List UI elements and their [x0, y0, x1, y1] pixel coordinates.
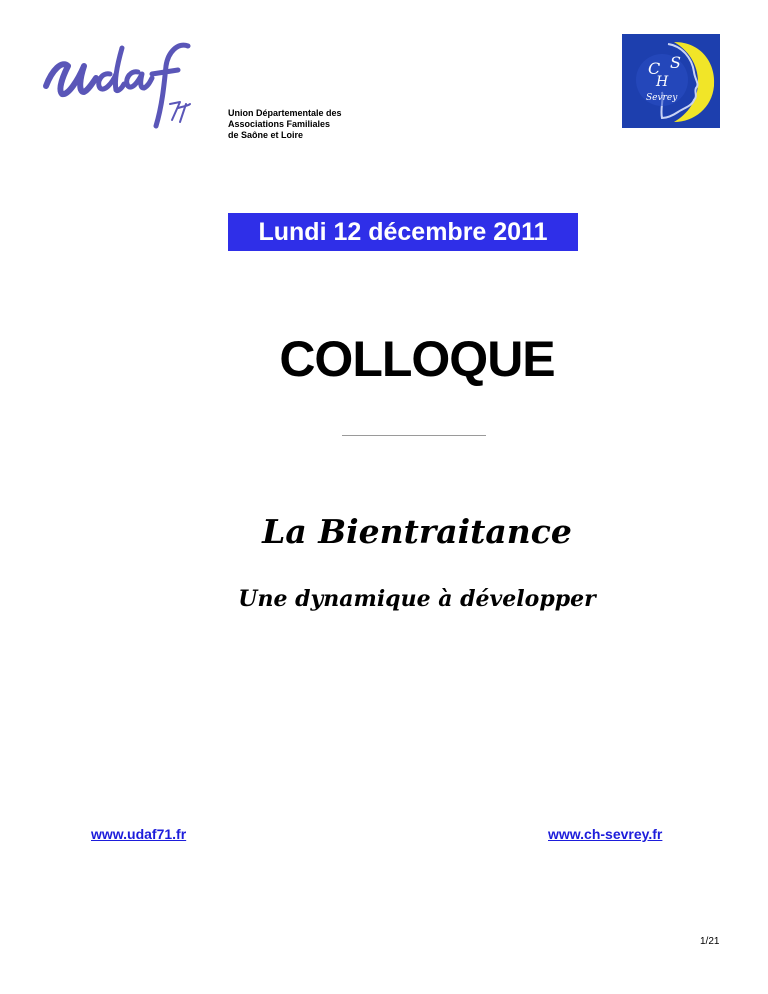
org-line: Associations Familiales [228, 119, 331, 129]
page-number: 1/21 [700, 936, 720, 947]
svg-text:S: S [670, 53, 681, 72]
ch-sevrey-website-link[interactable]: www.ch-sevrey.fr [548, 826, 663, 842]
organization-name [228, 108, 342, 141]
event-date-banner: Lundi 12 décembre 2011 [228, 213, 578, 251]
udaf71-website-link[interactable]: www.udaf71.fr [91, 826, 187, 842]
ch-sevrey-logo-icon [622, 34, 720, 128]
org-line: de Saône et Loire [228, 130, 304, 140]
title-divider [342, 435, 486, 436]
event-subtitle: Une dynamique à développer [238, 586, 596, 612]
udaf71-logo-icon [38, 40, 200, 132]
event-title: La Bientraitance [262, 512, 572, 551]
svg-text:C: C [648, 59, 661, 78]
org-line: Union Départementale des [228, 108, 342, 118]
event-type-title: COLLOQUE [279, 331, 555, 387]
svg-text:H: H [656, 74, 669, 90]
ch-sevrey-logo-name: Sevrey [646, 93, 678, 103]
